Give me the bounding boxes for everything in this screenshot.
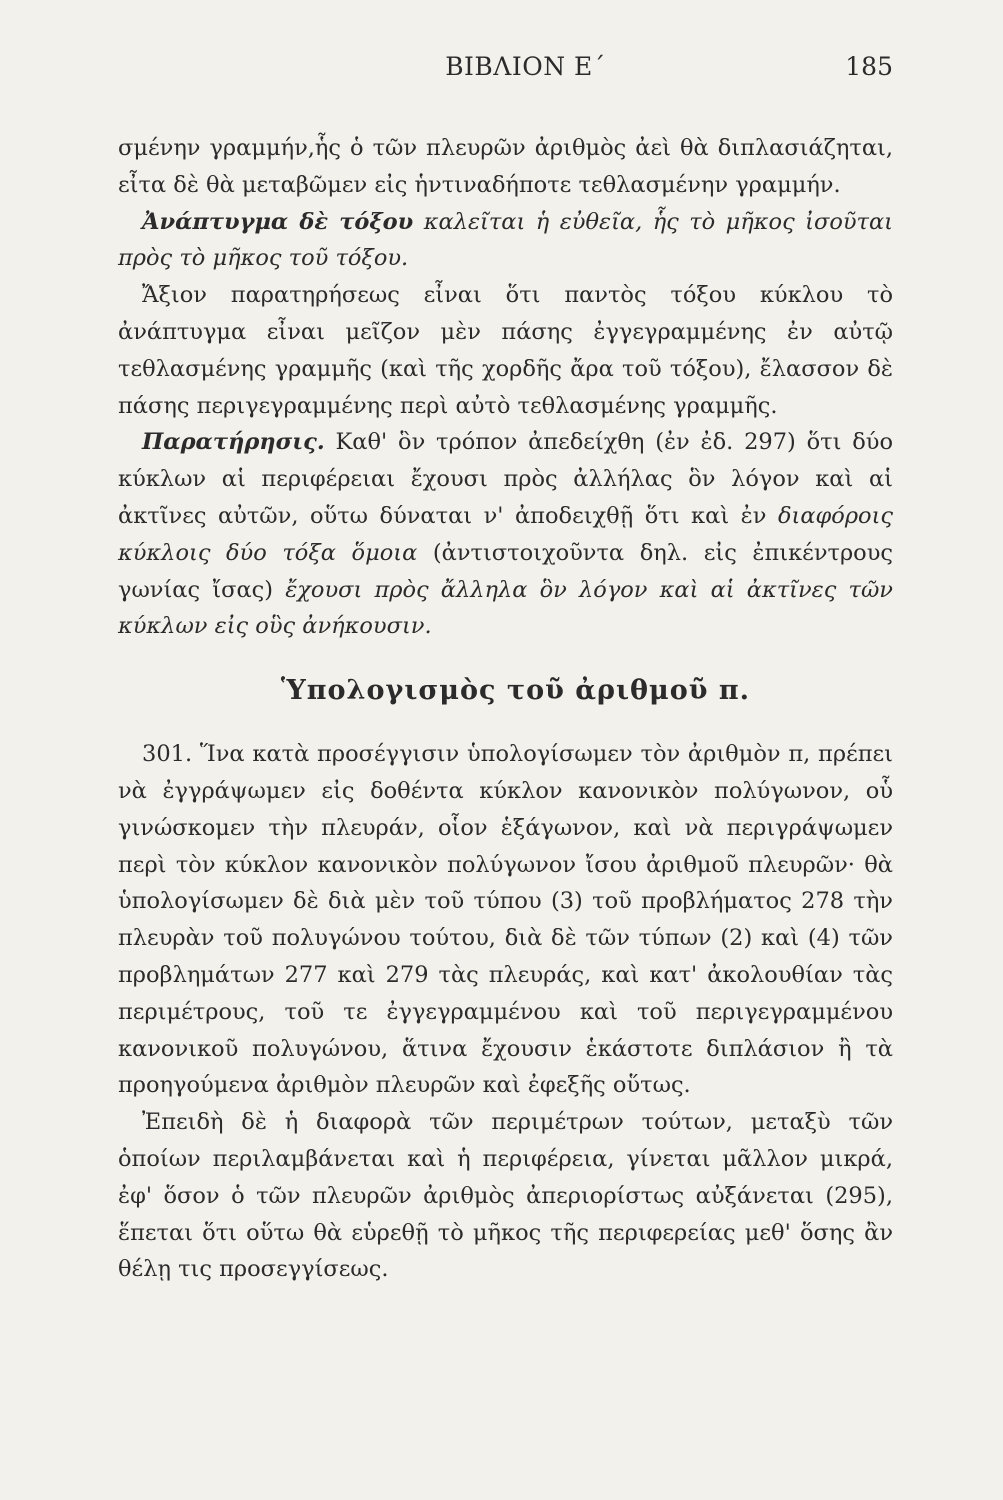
remark-italic-2: ἔχουσι πρὸς ἄλληλα ὃν λόγον καὶ αἱ ἀκτῖνες τῶν κύκλων εἰς οὓς ἀνήκουσιν. [118,576,893,640]
remark-text-2: (ἀντιστοιχοῦντα δηλ. εἰς ἐπικέντρους γωνίας ἴσας) [118,539,893,603]
running-head [118,52,893,92]
paragraph-definition [118,204,893,278]
paragraph-1: σμένην γραμμήν,ἧς ὁ τῶν πλευρῶν ἀριθμὸς ἀεὶ θὰ διπλασιάζηται, εἶτα δὲ θὰ μεταβῶμεν εἰς ἡντιναδήποτε τεθλασμένην γραμμήν. [118,135,893,198]
section-heading: Ὑπολογισμὸς τοῦ ἀριθμοῦ π. [280,675,751,707]
remark-italic-1: διαφόροις κύκλοις δύο τόξα ὅμοια [118,502,894,566]
definition-text: καλεῖται ἡ εὐθεῖα, ἧς τὸ μῆκος ἰσοῦται πρὸς τὸ μῆκος τοῦ τόξου. [118,208,894,272]
page-number: 185 [845,52,893,81]
remark-label: Παρατήρησις. [142,429,325,456]
paragraph-conclusion: Ἐπειδὴ δὲ ἡ διαφορὰ τῶν περιμέτρων τούτων, μεταξὺ τῶν ὁποίων περιλαμβάνεται καὶ ἡ περιφέρεια, γίνεται μᾶλλον μικρά, ἐφ' ὅσον ὁ τῶν πλευρῶν ἀριθμὸς ἀπεριορίστως αὐξάνεται (295), ἕπεται ὅτι οὕτω θὰ εὑρεθῇ τὸ μῆκος τῆς περιφερείας μεθ' ὅσης ἂν θέλῃ τις προσεγγίσεως. [118,1109,893,1283]
remark-text-1: Καθ' ὃν τρόπον ἀπεδείχθη (ἐν ἐδ. 297) ὅτι δύο κύκλων αἱ περιφέρειαι ἔχουσι πρὸς ἀλλήλας ὃν λόγον καὶ αἱ ἀκτῖνες αὐτῶν, οὕτω δύναται ν' ἀποδειχθῇ ὅτι καὶ ἐν [118,429,894,529]
paragraph-remark [118,424,893,645]
running-title: ΒΙΒΛΙΟΝ Ε΄ [445,52,606,81]
definition-term: Ἀνάπτυγμα δὲ τόξου [142,208,414,235]
paragraph-3: Ἄξιον παρατηρήσεως εἶναι ὅτι παντὸς τόξου κύκλου τὸ ἀνάπτυγμα εἶναι μεῖζον μὲν πάσης ἐγγεγραμμένης ἐν αὐτῷ τεθλασμένης γραμμῆς (καὶ τῆς χορδῆς ἄρα τοῦ τόξου), ἔλασσον δὲ πάσης περιγεγραμμένης περὶ αὐτὸ τεθλασμένης γραμμῆς. [118,282,893,419]
paragraph-301: 301. Ἵνα κατὰ προσέγγισιν ὑπολογίσωμεν τὸν ἀριθμὸν π, πρέπει νὰ ἐγγράψωμεν εἰς δοθέντα κύκλον κανονικὸν πολύγωνον, οὗ γινώσκομεν τὴν πλευράν, οἷον ἑξάγωνον, καὶ νὰ περιγράψωμεν περὶ τὸν κύκλον κανονικὸν πολύγωνον ἴσου ἀριθμοῦ πλευρῶν· θὰ ὑπολογίσωμεν δὲ διὰ μὲν τοῦ τύπου (3) τοῦ προβλήματος 278 τὴν πλευρὰν τοῦ πολυγώνου τούτου, διὰ δὲ τῶν τύπων (2) καὶ (4) τῶν προβλημάτων 277 καὶ 279 τὰς πλευράς, καὶ κατ' ἀκολουθίαν τὰς περιμέτρους, τοῦ τε ἐγγεγραμμένου καὶ τοῦ περιγεγραμμένου κανονικοῦ πολυγώνου, ἅτινα ἔχουσιν ἑκάστοτε διπλάσιον ἢ τὰ προηγούμενα ἀριθμὸν πλευρῶν καὶ ἐφεξῆς οὕτως. [118,741,893,1099]
